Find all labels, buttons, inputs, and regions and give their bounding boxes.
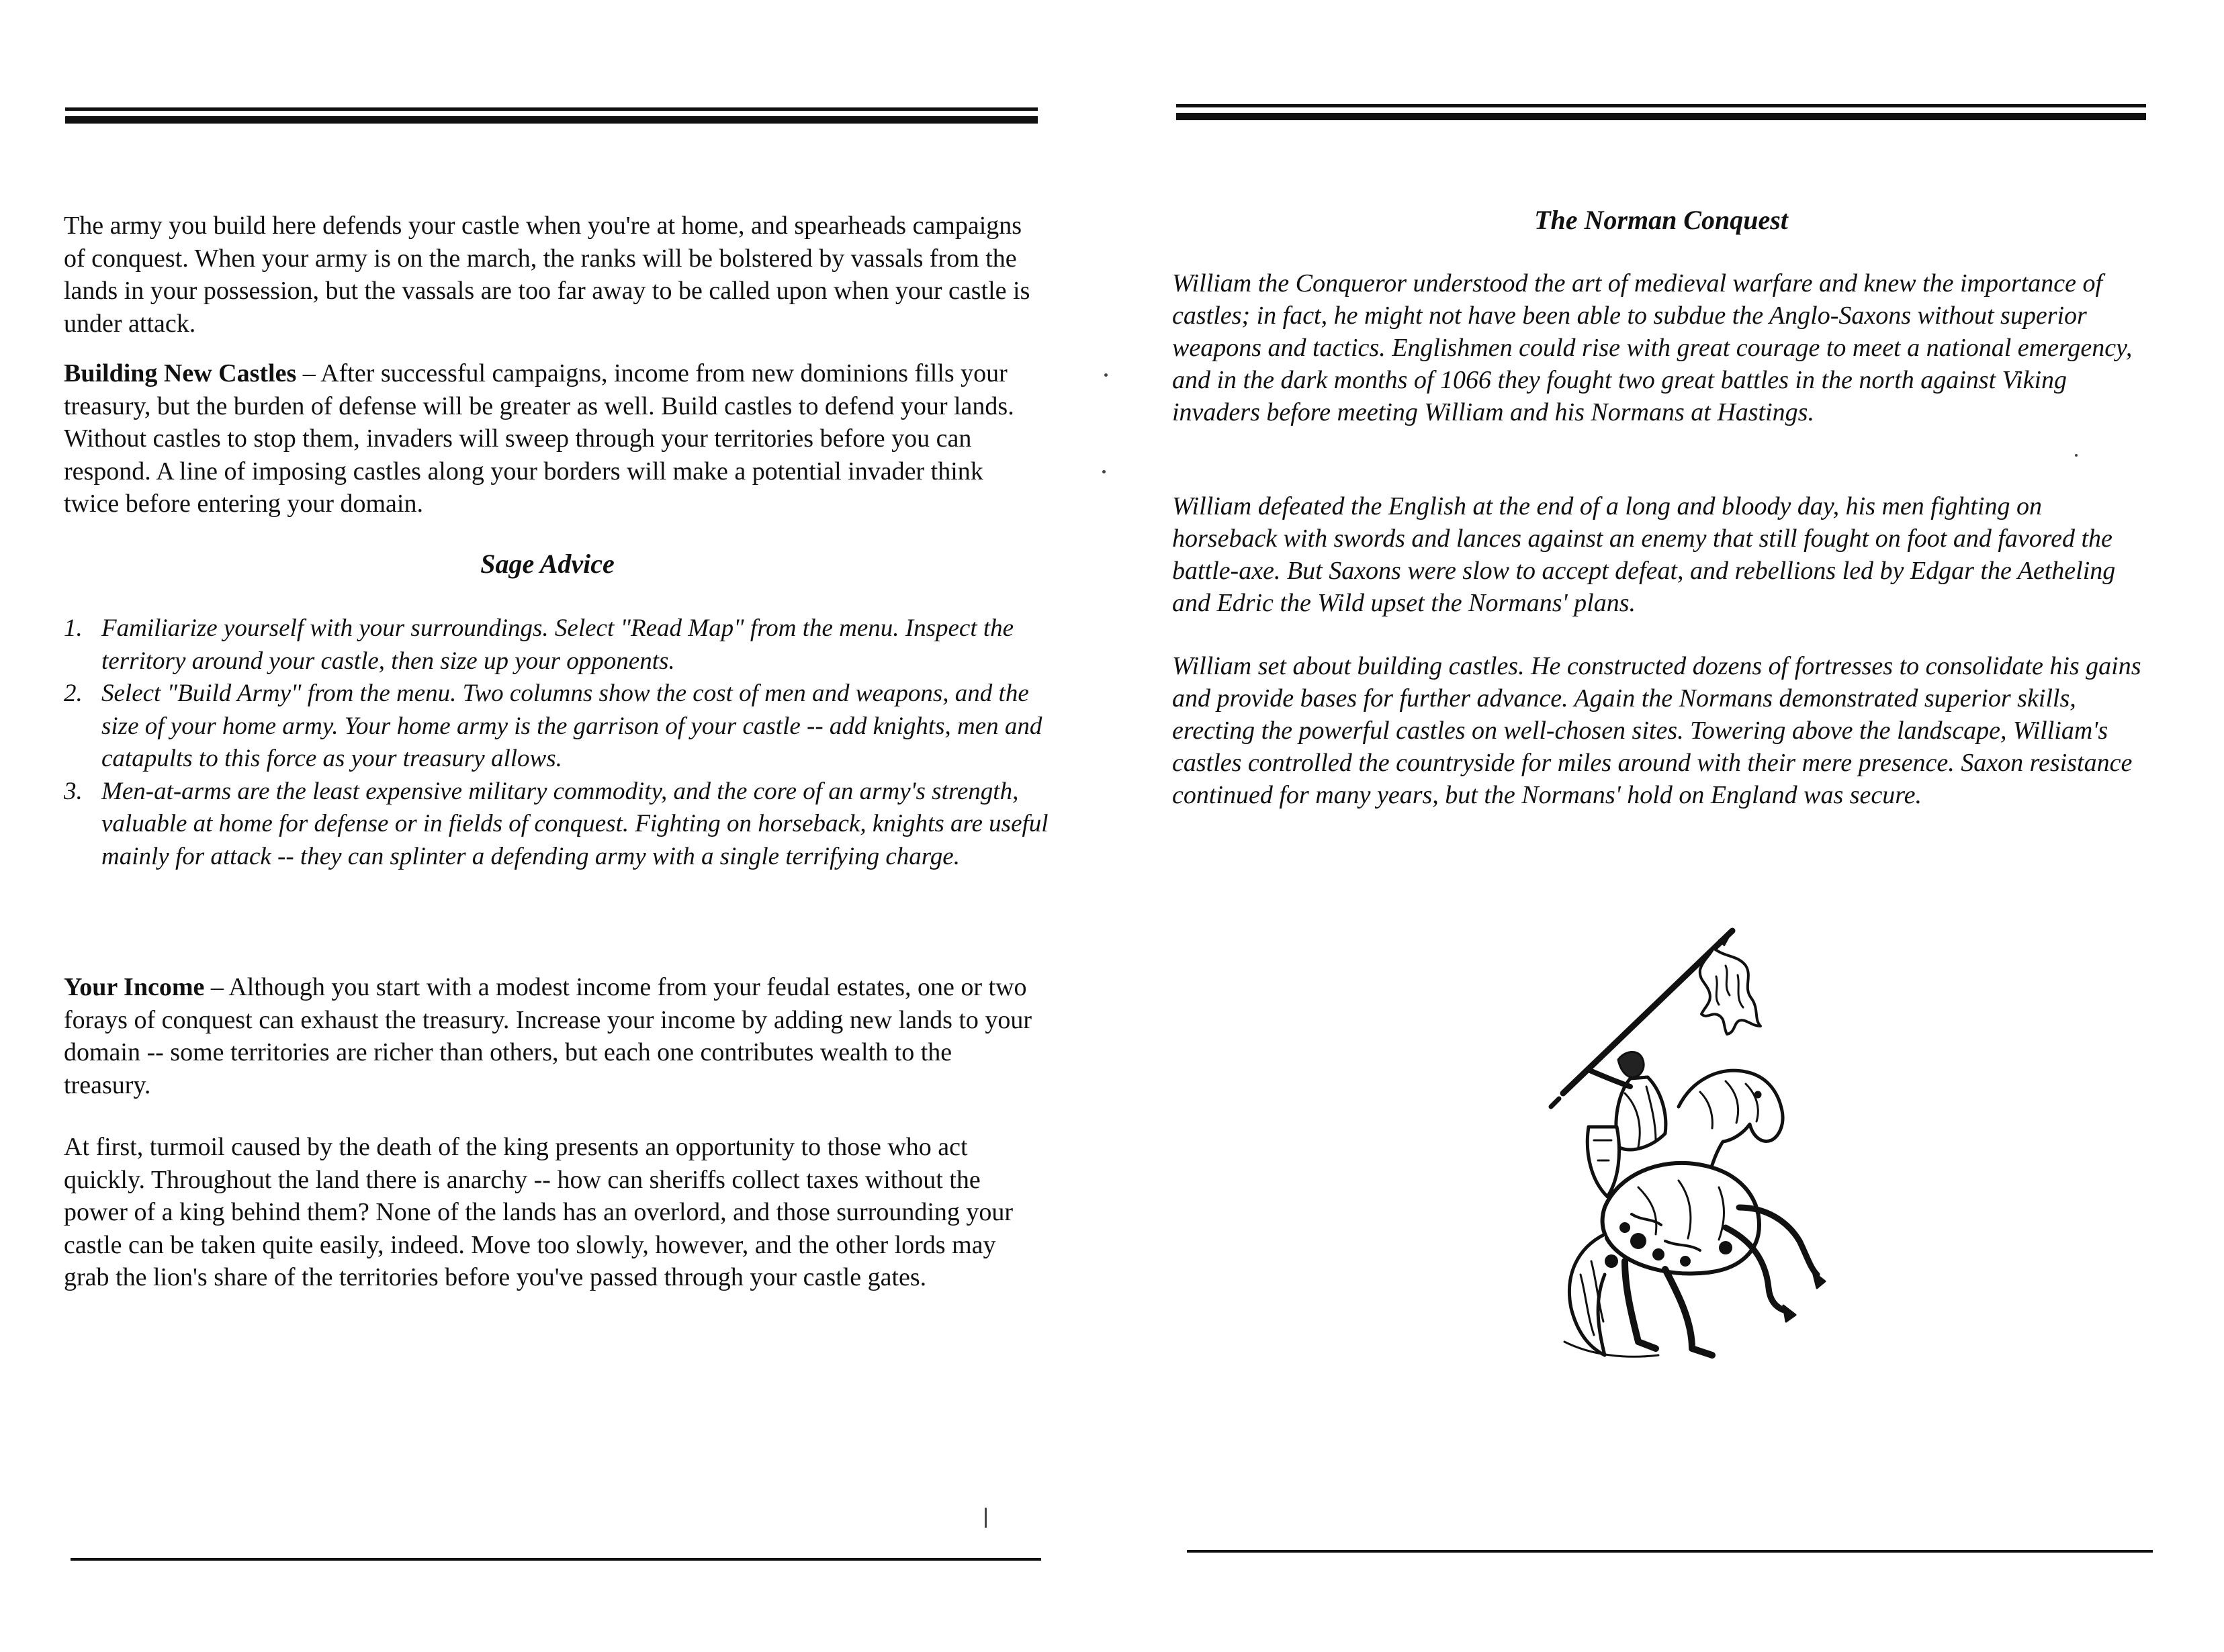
- income-heading: Your Income: [64, 973, 205, 1001]
- norman-conquest-title: The Norman Conquest: [1534, 205, 1788, 235]
- income-paragraph: [64, 971, 1044, 1101]
- bottom-rule: [1187, 1550, 2153, 1553]
- advice-item: 2. Select "Build Army" from the menu. Two columns show the cost of men and weapons, and the size of your home army. Your home army is the garrison of your castle -- add knights, men and catapults to this force as your treasury allows.: [64, 680, 1042, 772]
- sage-advice-title: Sage Advice: [480, 549, 615, 579]
- building-castles-body: – After successful campaigns, income from new dominions fills your treasury, but the burden of defense will be greater as well. Build castles to defend your lands. Without castles to stop them, invaders will sweep through your territories before you can respond. A line of imposing castles along your borders will make a potential invader think twice before entering your domain.: [64, 359, 1014, 518]
- building-castles-paragraph: [64, 357, 1044, 520]
- scan-mark: [2075, 454, 2078, 457]
- mounted-knight-illustration: [1524, 925, 1887, 1369]
- turmoil-paragraph: At first, turmoil caused by the death of the king presents an opportunity to those who act quickly. Throughout the land there is anarchy -- how can sheriffs collect taxes without the power of a king behind them? None of the lands has an overlord, and those surrounding your castle can be taken quite easily, indeed. Move too slowly, however, and the other lords may grab the lion's share of the territories before you've passed through your castle gates.: [64, 1133, 1014, 1291]
- advice-item: 3. Men-at-arms are the least expensive military commodity, and the core of an army's strength, valuable at home for defense or in fields of conquest. Fighting on horseback, knights are useful mainly for attack -- they can splinter a defending army with a single terrifying charge.: [64, 777, 1049, 870]
- conquest-paragraph-1: William the Conqueror understood the art of medieval warfare and knew the importance of castles; in fact, he might not have been able to subdue the Anglo-Saxons without superior weapons and tactics. Englishmen could rise with great courage to meet a national emergency, and in the dark months of 1066 they fought two great battles in the north against Viking invaders before meeting William and his Normans at Hastings.: [1172, 269, 2133, 426]
- income-body: – Although you start with a modest income from your feudal estates, one or two forays of conquest can exhaust the treasury. Increase your income by adding new lands to your domain -- some territories are richer than others, but each one contributes wealth to the treasury.: [64, 973, 1032, 1099]
- scan-mark: [1104, 373, 1108, 377]
- bottom-rule: [71, 1558, 1041, 1561]
- conquest-paragraph-3: William set about building castles. He constructed dozens of fortresses to consolidate his gains and provide bases for further advance. Again the Normans demonstrated superior skills, erecting the powerful castles on well-chosen sites. Towering above the landscape, William's castles controlled the countryside for miles around with their mere presence. Saxon resistance continued for many years, but the Normans' hold on England was secure.: [1172, 652, 2141, 809]
- top-rule: [1176, 104, 2146, 107]
- advice-item: 1. Familiarize yourself with your surroundings. Select "Read Map" from the menu. Inspect the territory around your castle, then size up your opponents.: [64, 614, 1014, 675]
- sage-advice-list: [64, 612, 1051, 873]
- intro-paragraph: The army you build here defends your castle when you're at home, and spearheads campaigns of conquest. When your army is on the march, the ranks will be bolstered by vassals from the lands in your possession, but the vassals are too far away to be called upon when your castle is under attack.: [64, 212, 1030, 338]
- building-castles-heading: Building New Castles: [64, 359, 297, 387]
- right-page: [1112, 0, 2224, 1652]
- conquest-paragraph-2: William defeated the English at the end of a long and bloody day, his men fighting on horseback with swords and lances against an enemy that still fought on foot and favored the battle-axe. But Saxons were slow to accept defeat, and rebellions led by Edgar the Aetheling and Edric the Wild upset the Normans' plans.: [1172, 492, 2116, 617]
- scan-mark: [985, 1508, 987, 1528]
- top-rule: [65, 107, 1038, 111]
- scan-mark: [1102, 470, 1106, 473]
